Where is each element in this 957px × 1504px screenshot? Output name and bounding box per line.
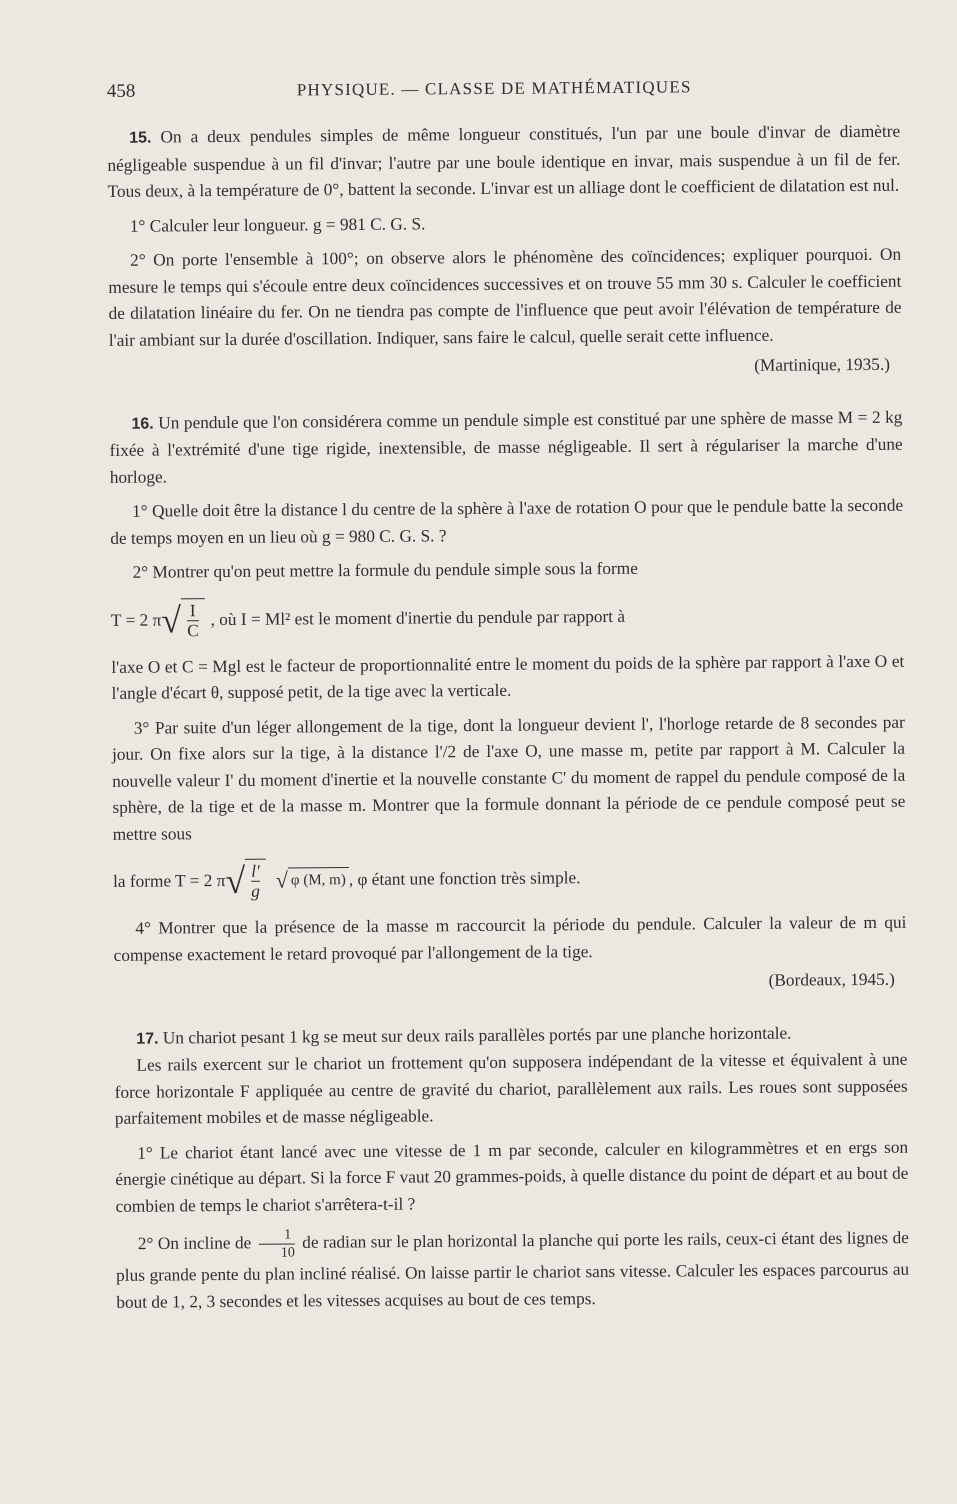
problem-16-question-2: 2° Montrer qu'on peut mettre la formule du pendule simple sous la forme — [132, 558, 638, 582]
formula-2-fraction — [251, 862, 260, 901]
problem-17-question-2: 2° On incline de $\frac{1}{10}$ de radian sur le plan horizontal la planche qui porte les rails, ceux-ci étant des lignes de plus grande pente du plan incliné réalisé. On laisse partir le chariot sans vitesse. Calculer les espaces parcourus au bout de 1, 2, 3 secondes et les vitesses acquises au bout de ces temps. — [116, 1227, 910, 1312]
problem-16-question-3: 3° Par suite d'un léger allongement de la tige, dont la longueur devient l', l'horloge retarde de 8 secondes par jour. On fixe alors sur la tige, à la distance l'/2 de l'axe O, une masse m, petite par rapport à M. Calculer la nouvelle valeur I' du moment d'inertie et la nouvelle constante C' du moment de rappel du pendule composé de la sphère, de la tige et de la masse m. Montrer que la formule donnant la période de ce pendule composé peut se mettre sous — [111, 712, 906, 844]
page-header — [107, 75, 900, 115]
problem-16-source: (Bordeaux, 1945.) — [768, 969, 895, 990]
sqrt-symbol-icon: √ — [161, 599, 182, 640]
problem-15-number: 15. — [129, 129, 152, 147]
formula-1-numerator: I — [189, 600, 196, 620]
incline-fraction: $\frac{1}{10}$ — [259, 1226, 295, 1261]
problem-15-intro: 15. On a deux pendules simples de même longueur constitués, l'un par une boule d'invar de diamètre négligeable suspendue à un fil d'invar; l'autre par une boule identique en invar, mais suspendue à un fil de fer. Tous deux, à la température de 0°, battent la seconde. L'invar est un alliage dont le coefficient de dilatation est nul. — [107, 121, 901, 201]
formula-1-fraction — [187, 601, 199, 640]
problem-16-question-4: 4° Montrer que la présence de la masse m raccourcit la période du pendule. Calculer la valeur de m qui compense exactement le retard provoqué par l'allongement de la tige. — [113, 912, 907, 965]
page-number: 458 — [106, 80, 136, 102]
formula-period-simple — [111, 584, 904, 650]
formula-1-sqrt — [161, 598, 205, 642]
formula-1-lhs: T = 2 π — [110, 609, 162, 630]
problem-17 — [114, 1019, 909, 1316]
formula-2-sqrt-1 — [225, 859, 266, 903]
problem-15-source: (Martinique, 1935.) — [754, 354, 891, 375]
formula-2-numerator: l' — [251, 861, 260, 881]
problem-15-question-1: 1° Calculer leur longueur. g = 981 C. G. S. — [129, 213, 426, 236]
sqrt-symbol-icon: √ — [275, 867, 288, 893]
problem-16-question-1: 1° Quelle doit être la distance l du centre de la sphère à l'axe de rotation O pour que le pendule batte la seconde de temps moyen en un lieu où g = 980 C. G. S. ? — [110, 495, 904, 548]
problem-16 — [109, 404, 907, 999]
problem-17-intro-2: Les rails exercent sur le chariot un frottement qu'on supposera indépendant de la vitesse et équivalent à une force horizontale F appliquée au centre de gravité du chariot, parallèlement aux rails. Les roues sont supposées parfaitement mobiles et de masse négligeable. — [114, 1049, 908, 1128]
problem-15-question-2: 2° On porte l'ensemble à 100°; on observe alors le phénomène des coïncidences; expliquer pourquoi. On mesure le temps qui s'écoule entre deux coïncidences successives et on trouve 55 mm 30 s. Calculer le coefficient de dilatation linéaire du fer. On ne tiendra pas compte de l'influence que peut avoir l'élévation de température de l'air ambiant sur la durée d'oscillation. Indiquer, sans faire le calcul, quelle serait cette influence. — [108, 244, 902, 350]
formula-2-sqrt-2 — [276, 867, 349, 894]
formula-1-denominator: C — [187, 620, 199, 640]
problem-17-number: 17. — [136, 1030, 159, 1048]
formula-2-phi: φ (M, m) — [288, 867, 349, 893]
formula-1-rest: , où I = Ml² est le moment d'inertie du pendule par rapport à — [210, 606, 626, 629]
problem-16-number: 16. — [131, 415, 154, 433]
formula-2-rest: , φ étant une fonction très simple. — [348, 868, 581, 890]
formula-2-denominator: g — [251, 881, 260, 901]
problem-16-intro: 16. Un pendule que l'on considérera comme un pendule simple est constitué par une sphère de masse M = 2 kg fixée à l'extrémité d'une tige rigide, inextensible, de masse négligeable. Il sert à régulariser la marche d'une horloge. — [109, 407, 903, 487]
formula-period-compound — [113, 846, 906, 912]
running-title: PHYSIQUE. — CLASSE DE MATHÉMATIQUES — [296, 77, 692, 100]
formula-2-lhs: la forme T = 2 π — [112, 871, 226, 891]
problem-17-intro-1: 17. Un chariot pesant 1 kg se meut sur deux rails parallèles portés par une planche horizontale. — [136, 1023, 792, 1048]
problem-17-question-1: 1° Le chariot étant lancé avec une vitesse de 1 m par seconde, calculer en kilogrammètres et en ergs son énergie cinétique au départ. Si la force F vaut 20 grammes-poids, à quelle distance du point de départ et au bout de combien de temps le chariot s'arrêtera-t-il ? — [115, 1137, 909, 1216]
problem-16-question-2-continued: l'axe O et C = Mgl est le facteur de proportionnalité entre le moment du poids de la sphère par rapport à l'axe O et l'angle d'écart θ, supposé petit, de la tige avec la verticale. — [111, 651, 905, 703]
sqrt-symbol-icon: √ — [225, 860, 246, 902]
problem-15 — [107, 119, 902, 385]
